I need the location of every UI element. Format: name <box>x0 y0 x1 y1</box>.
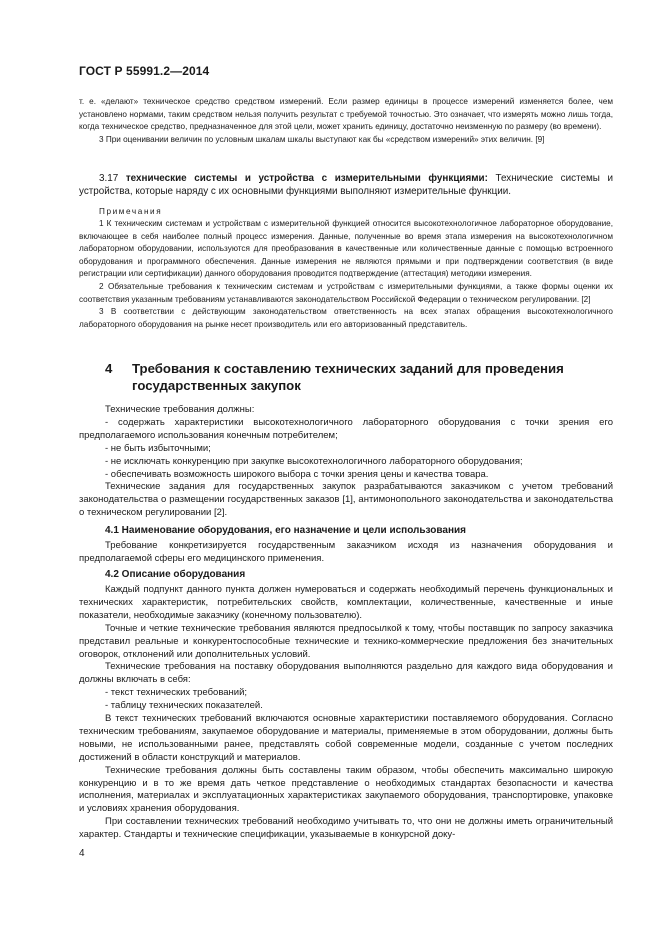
requirement-item: - содержать характеристики высокотехнологичного лабораторного оборудования с точки зрения его предполагаемого использования конечным потребителем; <box>79 416 613 441</box>
term-3-17 <box>79 172 613 198</box>
subsection-4-2-p1: Каждый подпункт данного пункта должен нумероваться и содержать необходимый перечень функциональных и технических характеристик, потребительских свойств, комплектации, количественные, качественные и иные показатели, необходимые заказчику (конечному пользователю). <box>79 583 613 621</box>
subsection-4-2-p5: Технические требования должны быть составлены таким образом, чтобы обеспечить максимально широкую конкуренцию и в то же время дать четкое представление о необходимых стандартах безопасности и качества исполнения, материалах и эксплуатационных характеристиках закупаемого оборудования, транспортировке, упаковке и условиях хранения оборудования. <box>79 764 613 815</box>
subsection-4-2-p4: В текст технических требований включаются основные характеристики поставляемого оборудования. Согласно техническим требованиям, закупаемое оборудование и материалы, применяемые в этом оборудовании, должны быть новыми, не использованными ранее, представлять собой современные модели, созданные с учетом последних достижений в области конструкций и материалов. <box>79 713 613 763</box>
subsection-4-2-title: 4.2 Описание оборудования <box>105 568 246 580</box>
notes-title: Примечания <box>99 207 163 216</box>
page-number: 4 <box>79 848 85 859</box>
subsection-4-2-p3: Технические требования на поставку оборудования выполняются раздельно для каждого вида оборудования и должны включать в себя: <box>79 661 613 686</box>
subsection-4-2-p6: При составлении технических требований необходимо учитывать то, что они не должны иметь ограничительный характер. Стандарты и технические спецификации, указываемые в конкурсной доку- <box>79 816 613 841</box>
standard-header: ГОСТ Р 55991.2—2014 <box>79 64 210 78</box>
requirement-item: - не быть избыточными; <box>105 442 211 454</box>
intro-continuation: т. е. «делают» техническое средство средством измерений. Если размер единицы в процессе измерений изменяется более, чем установлено нормами, таким средством нельзя получить результат с требуемой точностью. Это означает, что измерять можно лишь тогда, когда техническое средство, предназначенное для этой цели, может хранить единицу, достаточно неизменную по размеру (во времени). <box>79 97 613 132</box>
section-4-body <box>79 404 613 842</box>
notes-block <box>79 206 613 331</box>
note-3: 3 В соответствии с действующим законодательством ответственность на всех этапах обращения высокотехнологичного лабораторного оборудования на рынке несет производитель или его авторизованный представитель. <box>79 307 613 329</box>
subsection-4-1-text: Требование конкретизируется государственным заказчиком исходя из назначения оборудования и предполагаемой сферы его медицинского применения. <box>79 540 613 565</box>
section-4-heading <box>79 360 613 394</box>
requirement-item: - не исключать конкуренцию при закупке высокотехнологичного лабораторного оборудования; <box>105 455 523 467</box>
requirement-item: - обеспечивать возможность широкого выбора с точки зрения цены и качества товара. <box>105 468 489 480</box>
section-number: 4 <box>105 361 113 376</box>
subsection-4-2-item: - текст технических требований; <box>105 687 248 699</box>
term-title: технические системы и устройства с измерительными функциями: <box>125 173 488 184</box>
subsection-4-2-item: - таблицу технических показателей. <box>105 700 263 712</box>
intro-block <box>79 96 613 146</box>
note-2: 2 Обязательные требования к техническим системам и устройствам с измерительными функциями, а также формы оценки их соответствия указанным требованиям устанавливаются законодательством Российской Федерации о техническом регулировании. [2] <box>79 281 613 304</box>
intro-note-3: 3 При оценивании величин по условным шкалам шкалы выступают как бы «средством измерений» этих величин. [9] <box>99 134 545 144</box>
subsection-4-1-title: 4.1 Наименование оборудования, его назначение и цели использования <box>105 525 466 537</box>
requirements-after: Технические задания для государственных закупок разрабатываются заказчиком с учетом требований законодательства о размещении государственных заказов [1], антимонопольного законодательства и законодательства о техническом регулировании [2]. <box>79 481 613 519</box>
term-definition: Технические системы и устройства, которые наряду с их основными функциями выполняют измерительные функции. <box>79 173 613 198</box>
requirements-intro: Технические требования должны: <box>105 404 255 415</box>
term-number: 3.17 <box>99 173 119 184</box>
note-1: 1 К техническим системам и устройствам с измерительной функцией относится высокотехнологичное лабораторное оборудование, включающее в себя наиболее полный процесс измерения. Данные, полученные во время этапа измерения на высокотехнологичном лабораторном оборудовании, используются для преобразования в качественные или количественные данные с помощью встроенного оборудования и программного обеспечения. Данные измерения не являются прямыми и при подтверждении соответствия (в виде регистрации или сертификации) данного оборудования проводится подтверждение (аттестация) методики измерения. <box>79 219 613 279</box>
subsection-4-2-p2: Точные и четкие технические требования являются предпосылкой к тому, чтобы поставщик по запросу заказчика представил реальные и конкурентоспособные технические и технико-коммерческие предложения без значительных оговорок, отклонений или дополнительных условий. <box>79 622 613 660</box>
section-title: Требования к составлению технических заданий для проведения государственных закупок <box>132 361 564 393</box>
